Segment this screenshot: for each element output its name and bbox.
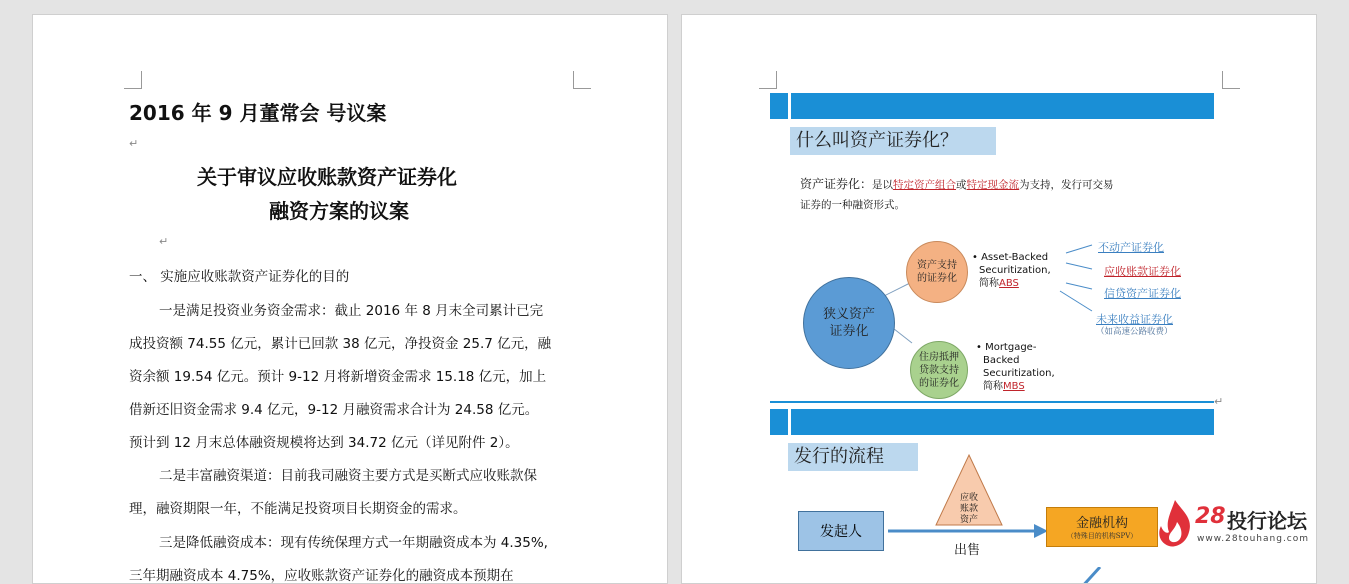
forum-watermark: [1153, 496, 1333, 552]
abs-line2: Securitization,: [979, 265, 1051, 276]
down-arrow-line: [1070, 567, 1110, 584]
margin-corner-tl: [124, 71, 142, 89]
definition-link-asset-pool: 特定资产组合: [893, 179, 957, 191]
narrow-securitization-circle: [803, 277, 895, 369]
abs-circle: [906, 241, 968, 303]
brand-number: 28: [1195, 504, 1226, 529]
brand-url: www.28touhang.com: [1197, 534, 1310, 544]
type-receivables: 应收账款证券化: [1104, 265, 1181, 278]
type-credit-assets: 信贷资产证券化: [1104, 287, 1181, 300]
abs-line3-pre: 简称: [979, 278, 999, 289]
definition-pre: 是以: [872, 179, 894, 191]
mbs-line1: Mortgage-: [985, 342, 1037, 353]
mbs-line4-pre: 简称: [983, 381, 1003, 392]
sale-label: 出售: [954, 543, 981, 558]
mbs-circle-label: 住房抵押贷款支持的证券化: [919, 351, 959, 389]
body-line: 二是丰富融资渠道：目前我司融资主要方式是买断式应收账款保: [159, 468, 537, 484]
narrow-securitization-label: 狭义资产证券化: [822, 307, 875, 339]
body-line: 预计到 12 月末总体融资规模将达到 34.72 亿元（详见附件 2）。: [129, 435, 519, 451]
definition-post: 为支持，发行可交易: [1019, 179, 1114, 191]
body-line: 资余额 19.54 亿元。预计 9-12 月将新增资金需求 15.18 亿元，加上: [129, 369, 547, 385]
body-line: 成投资额 74.55 亿元，累计已回款 38 亿元，净投资金 25.7 亿元，融: [129, 336, 552, 352]
proposal-heading: 2016 年 9 月董常会 号议案: [129, 101, 387, 125]
sale-arrow: [888, 521, 1048, 541]
paragraph-mark: ↵: [1214, 395, 1224, 408]
institution-label: 金融机构: [1075, 516, 1128, 531]
financial-institution-box: [1046, 507, 1158, 547]
definition-link-cashflow: 特定现金流: [966, 179, 1020, 191]
document-title-line1: 关于审议应收账款资产证券化: [197, 165, 457, 189]
margin-corner-tl: [759, 71, 777, 89]
type-future-income: 未来收益证券化: [1096, 313, 1173, 326]
mbs-circle: [910, 341, 968, 399]
body-line: 三是降低融资成本：现有传统保理方式一年期融资成本为 4.35%,: [159, 535, 548, 551]
definition-label: 资产证券化：: [800, 177, 873, 191]
definition-mid: 或: [956, 179, 967, 191]
slide-issuance-process: [770, 409, 1214, 584]
slide-header-bar: [770, 409, 1214, 435]
slide-what-is-securitization: [770, 93, 1214, 403]
margin-corner-tr: [573, 71, 591, 89]
mbs-line2: Backed: [983, 355, 1020, 366]
abs-line1: Asset-Backed: [981, 252, 1049, 263]
body-line: 一是满足投资业务资金需求：截止 2016 年 8 月末全司累计已完: [159, 303, 544, 319]
type-future-income-note: （如高速公路收费）: [1096, 327, 1173, 337]
margin-corner-tr: [1222, 71, 1240, 89]
section-heading-1: 一、 实施应收账款资产证券化的目的: [129, 269, 350, 285]
type-real-estate: 不动产证券化: [1098, 241, 1164, 254]
mbs-code: MBS: [1003, 381, 1025, 392]
body-line: 三年期融资成本 4.75%，应收账款资产证券化的融资成本预期在: [129, 568, 514, 584]
paragraph-mark: ↵: [129, 137, 139, 150]
mbs-description: • Mortgage- Backed Securitization, 简称MBS: [976, 342, 1055, 392]
definition-line2: 证券的一种融资形式。: [800, 199, 905, 211]
abs-description: • Asset-Backed Securitization, 简称ABS: [972, 252, 1051, 289]
flame-icon: [1155, 498, 1195, 550]
body-line: 借新还旧资金需求 9.4 亿元，9-12 月融资需求合计为 24.58 亿元。: [129, 402, 539, 418]
slide-header-stripe: [788, 409, 791, 435]
mbs-line3: Securitization,: [983, 368, 1055, 379]
brand-text: 投行论坛: [1227, 509, 1307, 533]
originator-label: 发起人: [820, 524, 862, 540]
body-line: 理，融资期限一年，不能满足投资项目长期资金的需求。: [129, 501, 467, 517]
triangle-label: 应收账款资产: [959, 493, 978, 525]
document-title-line2: 融资方案的议案: [269, 199, 409, 223]
slide-title: 发行的流程: [788, 443, 918, 471]
originator-box: [798, 511, 884, 551]
paragraph-mark: ↵: [159, 235, 169, 248]
slide-title: 什么叫资产证券化？: [790, 127, 996, 155]
abs-circle-label: 资产支持的证券化: [917, 260, 957, 284]
institution-sublabel: （特殊目的机构SPV）: [1066, 532, 1138, 540]
document-page-left: [32, 14, 668, 584]
slide-separator: [770, 401, 1214, 403]
abs-code: ABS: [999, 278, 1019, 289]
